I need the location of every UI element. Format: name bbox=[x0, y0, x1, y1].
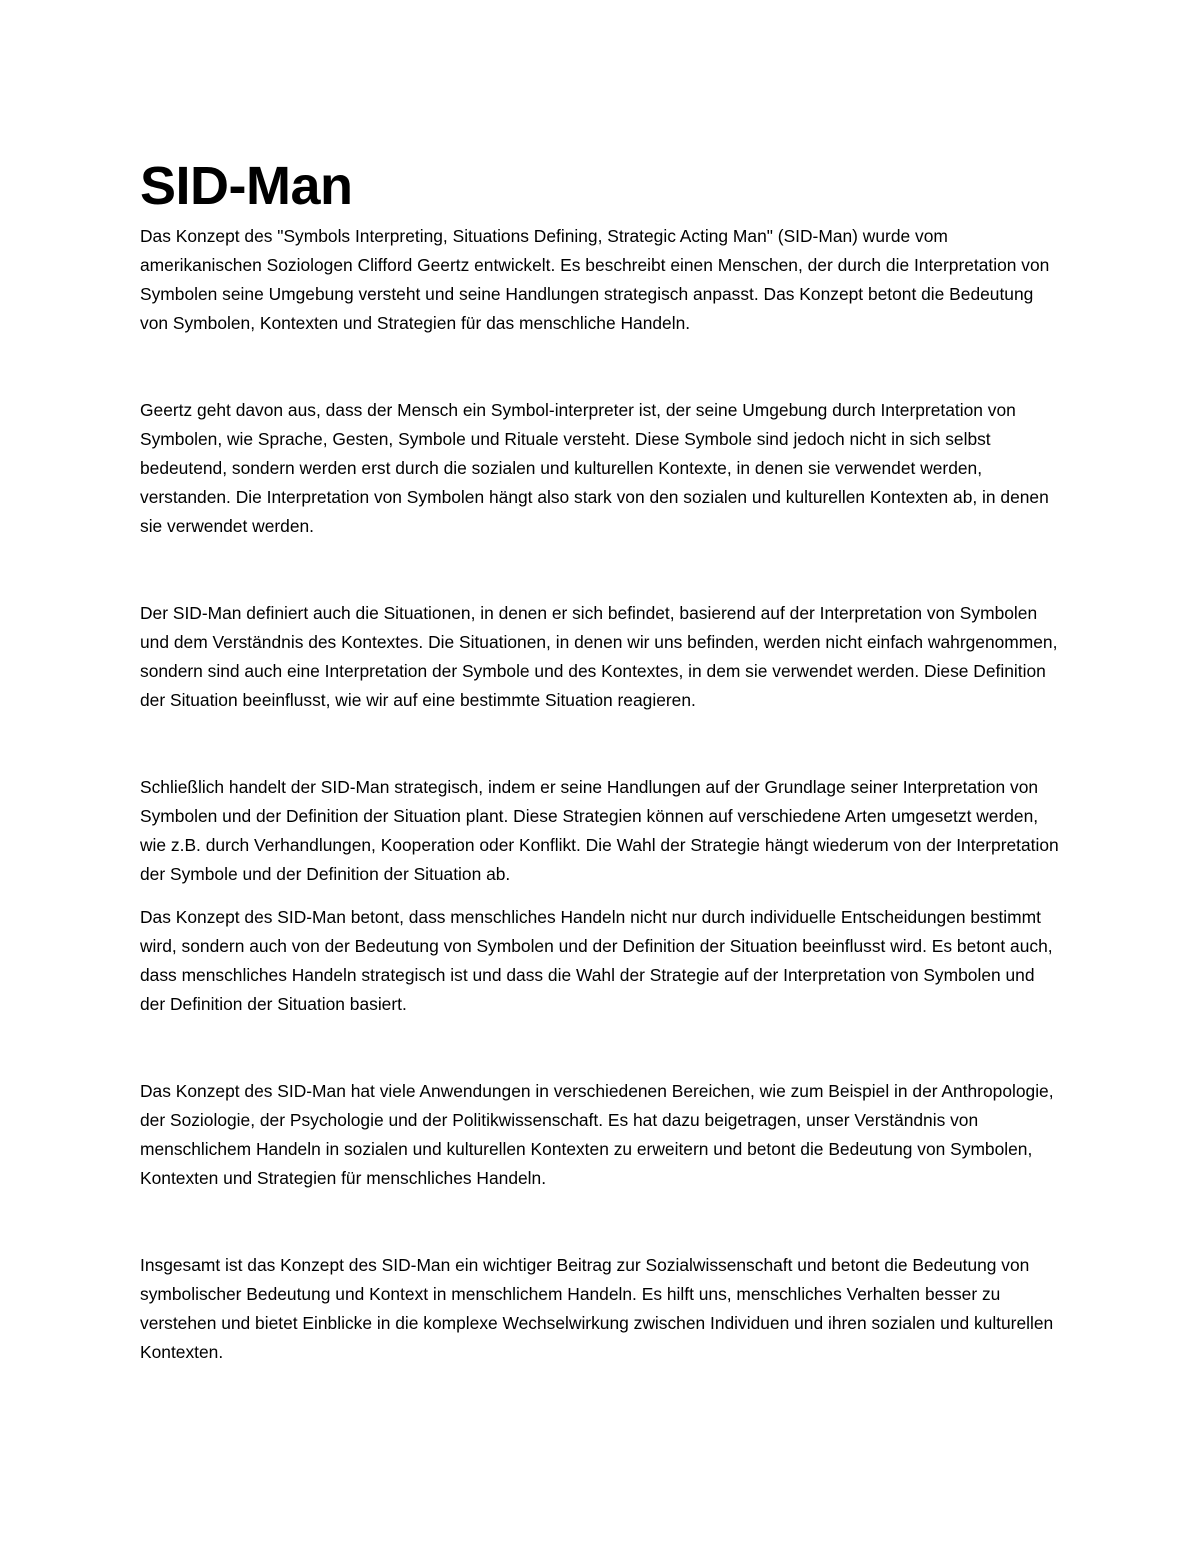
paragraph-applications: Das Konzept des SID-Man hat viele Anwendungen in verschiedenen Bereichen, wie zum Beispiel in der Anthropologie, der Soziologie, der Psychologie und der Politikwissenschaft. Es hat dazu beigetragen, unser Verständnis von menschlichem Handeln in sozialen und kulturellen Kontexten zu erweitern und betont die Bedeutung von Symbolen, Kontexten und Strategien für menschliches Handeln. bbox=[140, 1081, 1054, 1188]
paragraph-situation-definition: Der SID-Man definiert auch die Situationen, in denen er sich befindet, basierend auf der Interpretation von Symbolen und dem Verständnis des Kontextes. Die Situationen, in denen wir uns befinden, werden nicht einfach wahrgenommen, sondern sind auch eine Interpretation der Symbole und des Kontextes, in dem sie verwendet werden. Diese Definition der Situation beeinflusst, wie wir auf eine bestimmte Situation reagieren. bbox=[140, 603, 1058, 710]
paragraph-strategic-action: Schließlich handelt der SID-Man strategisch, indem er seine Handlungen auf der Grundlage seiner Interpretation von Symbolen und der Definition der Situation plant. Diese Strategien können auf verschiedene Arten umgesetzt werden, wie z.B. durch Verhandlungen, Kooperation oder Konflikt. Die Wahl der Strategie hängt wiederum von der Interpretation der Symbole und der Definition der Situation ab. bbox=[140, 777, 1059, 884]
document-body bbox=[140, 150, 1060, 1367]
paragraph-conclusion: Insgesamt ist das Konzept des SID-Man ein wichtiger Beitrag zur Sozialwissenschaft und betont die Bedeutung von symbolischer Bedeutung und Kontext in menschlichem Handeln. Es hilft uns, menschliches Verhalten besser zu verstehen und bietet Einblicke in die komplexe Wechselwirkung zwischen Individuen und ihren sozialen und kulturellen Kontexten. bbox=[140, 1255, 1054, 1362]
paragraph-symbol-interpreter: Geertz geht davon aus, dass der Mensch ein Symbol-interpreter ist, der seine Umgebung durch Interpretation von Symbolen, wie Sprache, Gesten, Symbole und Rituale versteht. Diese Symbole sind jedoch nicht in sich selbst bedeutend, sondern werden erst durch die sozialen und kulturellen Kontexte, in denen sie verwendet werden, verstanden. Die Interpretation von Symbolen hängt also stark von den sozialen und kulturellen Kontexten ab, in denen sie verwendet werden. bbox=[140, 400, 1049, 536]
paragraph-intro: Das Konzept des "Symbols Interpreting, Situations Defining, Strategic Acting Man" (SID-Man) wurde vom amerikanischen Soziologen Clifford Geertz entwickelt. Es beschreibt einen Menschen, der durch die Interpretation von Symbolen seine Umgebung versteht und seine Handlungen strategisch anpasst. Das Konzept betont die Bedeutung von Symbolen, Kontexten und Strategien für das menschliche Handeln. bbox=[140, 226, 1050, 333]
document-title: SID-Man bbox=[140, 156, 353, 216]
paragraph-concept-emphasis: Das Konzept des SID-Man betont, dass menschliches Handeln nicht nur durch individuelle Entscheidungen bestimmt wird, sondern auch von der Bedeutung von Symbolen und der Definition der Situation beeinflusst wird. Es betont auch, dass menschliches Handeln strategisch ist und dass die Wahl der Strategie auf der Interpretation von Symbolen und der Definition der Situation basiert. bbox=[140, 907, 1053, 1014]
